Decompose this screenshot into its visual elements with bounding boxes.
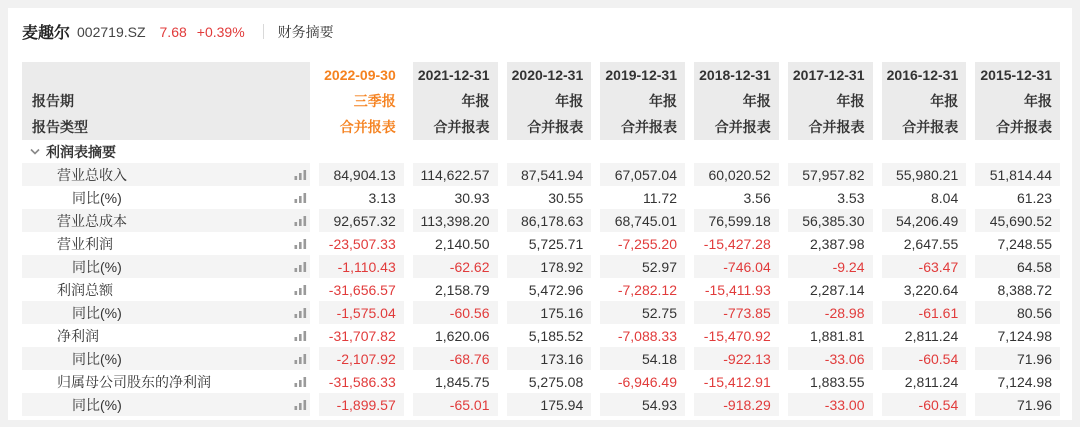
table-row — [22, 255, 1060, 278]
column-report-period-2020-12-31: 年报 — [498, 88, 592, 114]
value-cell: -65.01 — [404, 393, 498, 416]
value-cell: -15,412.91 — [685, 370, 779, 393]
value-cell: -6,946.49 — [591, 370, 685, 393]
value-cell: -15,411.93 — [685, 278, 779, 301]
value-cell: -60.56 — [404, 301, 498, 324]
table-row — [22, 232, 1060, 255]
row-label: 同比(%) — [72, 396, 122, 413]
value-cell: -1,899.57 — [310, 393, 404, 416]
value-cell: -746.04 — [685, 255, 779, 278]
page-panel — [8, 8, 1072, 420]
value-cell: 52.97 — [591, 255, 685, 278]
header-row-report-type — [22, 114, 1060, 140]
value-cell: 5,725.71 — [498, 232, 592, 255]
value-cell: 54.18 — [591, 347, 685, 370]
row-label: 同比(%) — [72, 258, 122, 275]
value-cell: 3.56 — [685, 186, 779, 209]
table-row — [22, 278, 1060, 301]
column-report-type-2022-09-30: 合并报表 — [310, 114, 404, 140]
bar-chart-icon[interactable] — [294, 238, 307, 249]
value-cell: -7,255.20 — [591, 232, 685, 255]
value-cell: 67,057.04 — [591, 163, 685, 186]
financial-summary-table — [22, 62, 1060, 416]
value-cell: 56,385.30 — [779, 209, 873, 232]
value-cell: -63.47 — [873, 255, 967, 278]
column-report-period-2022-09-30: 三季报 — [310, 88, 404, 114]
value-cell: 3,220.64 — [873, 278, 967, 301]
value-cell: 30.93 — [404, 186, 498, 209]
value-cell: -31,586.33 — [310, 370, 404, 393]
chevron-down-icon[interactable] — [30, 143, 40, 159]
value-cell: -1,110.43 — [310, 255, 404, 278]
table-row — [22, 163, 1060, 186]
column-report-type-2018-12-31: 合并报表 — [685, 114, 779, 140]
value-cell: -62.62 — [404, 255, 498, 278]
row-label: 净利润 — [57, 327, 99, 344]
column-report-type-2016-12-31: 合并报表 — [873, 114, 967, 140]
value-cell: -60.54 — [873, 347, 967, 370]
value-cell: 11.72 — [591, 186, 685, 209]
title-bar — [8, 8, 1072, 48]
column-report-type-2020-12-31: 合并报表 — [498, 114, 592, 140]
bar-chart-icon[interactable] — [294, 169, 307, 180]
table-header — [22, 62, 1060, 140]
column-report-period-2021-12-31: 年报 — [404, 88, 498, 114]
row-label: 营业总成本 — [57, 212, 127, 229]
table-row — [22, 347, 1060, 370]
value-cell: -7,282.12 — [591, 278, 685, 301]
value-cell: 71.96 — [966, 393, 1060, 416]
column-report-type-2015-12-31: 合并报表 — [966, 114, 1060, 140]
value-cell: 60,020.52 — [685, 163, 779, 186]
table-row — [22, 301, 1060, 324]
table-row — [22, 324, 1060, 347]
value-cell: 76,599.18 — [685, 209, 779, 232]
column-report-type-2017-12-31: 合并报表 — [779, 114, 873, 140]
value-cell: 113,398.20 — [404, 209, 498, 232]
value-cell: 68,745.01 — [591, 209, 685, 232]
value-cell: 51,814.44 — [966, 163, 1060, 186]
value-cell: -31,656.57 — [310, 278, 404, 301]
divider — [263, 24, 264, 39]
value-cell: 2,140.50 — [404, 232, 498, 255]
value-cell: -922.13 — [685, 347, 779, 370]
value-cell: 84,904.13 — [310, 163, 404, 186]
value-cell: -31,707.82 — [310, 324, 404, 347]
value-cell: 5,185.52 — [498, 324, 592, 347]
value-cell: 7,124.98 — [966, 370, 1060, 393]
value-cell: 2,811.24 — [873, 324, 967, 347]
row-label: 营业利润 — [57, 235, 113, 252]
column-date-2021-12-31: 2021-12-31 — [404, 62, 498, 88]
value-cell: 86,178.63 — [498, 209, 592, 232]
header-label-empty — [22, 62, 310, 88]
value-cell: 30.55 — [498, 186, 592, 209]
column-report-period-2017-12-31: 年报 — [779, 88, 873, 114]
value-cell: 2,287.14 — [779, 278, 873, 301]
column-date-2020-12-31: 2020-12-31 — [498, 62, 592, 88]
value-cell: 7,124.98 — [966, 324, 1060, 347]
row-label: 同比(%) — [72, 350, 122, 367]
value-cell: 3.13 — [310, 186, 404, 209]
column-report-period-2019-12-31: 年报 — [591, 88, 685, 114]
column-date-2022-09-30: 2022-09-30 — [310, 62, 404, 88]
value-cell: 173.16 — [498, 347, 592, 370]
value-cell: -15,470.92 — [685, 324, 779, 347]
value-cell: 45,690.52 — [966, 209, 1060, 232]
value-cell: -68.76 — [404, 347, 498, 370]
column-report-type-2021-12-31: 合并报表 — [404, 114, 498, 140]
row-label: 归属母公司股东的净利润 — [57, 373, 211, 390]
value-cell: 2,387.98 — [779, 232, 873, 255]
value-cell: -60.54 — [873, 393, 967, 416]
value-cell: 3.53 — [779, 186, 873, 209]
column-report-period-2018-12-31: 年报 — [685, 88, 779, 114]
table-row — [22, 370, 1060, 393]
stock-code: 002719.SZ — [77, 23, 146, 40]
row-label: 营业总收入 — [57, 166, 127, 183]
table-body — [22, 140, 1060, 416]
column-date-2017-12-31: 2017-12-31 — [779, 62, 873, 88]
value-cell: 1,620.06 — [404, 324, 498, 347]
row-label: 同比(%) — [72, 189, 122, 206]
value-cell: -7,088.33 — [591, 324, 685, 347]
table-row — [22, 393, 1060, 416]
value-cell: 1,845.75 — [404, 370, 498, 393]
tab-financial-summary[interactable]: 财务摘要 — [277, 23, 334, 40]
value-cell: 8.04 — [873, 186, 967, 209]
bar-chart-icon[interactable] — [294, 261, 307, 272]
value-cell: 2,158.79 — [404, 278, 498, 301]
value-cell: 178.92 — [498, 255, 592, 278]
bar-chart-icon[interactable] — [294, 330, 307, 341]
section-row[interactable] — [22, 140, 1060, 163]
column-date-2015-12-31: 2015-12-31 — [966, 62, 1060, 88]
stock-price: 7.68 — [159, 23, 187, 40]
column-date-2016-12-31: 2016-12-31 — [873, 62, 967, 88]
column-date-2018-12-31: 2018-12-31 — [685, 62, 779, 88]
row-label: 利润总额 — [57, 281, 113, 298]
value-cell: -28.98 — [779, 301, 873, 324]
value-cell: 64.58 — [966, 255, 1060, 278]
report-type-label: 报告类型 — [22, 114, 310, 140]
bar-chart-icon[interactable] — [294, 307, 307, 318]
value-cell: 7,248.55 — [966, 232, 1060, 255]
value-cell: 5,472.96 — [498, 278, 592, 301]
value-cell: 2,647.55 — [873, 232, 967, 255]
column-date-2019-12-31: 2019-12-31 — [591, 62, 685, 88]
value-cell: 61.23 — [966, 186, 1060, 209]
stock-change-percent: +0.39% — [196, 23, 245, 40]
column-report-type-2019-12-31: 合并报表 — [591, 114, 685, 140]
value-cell: -2,107.92 — [310, 347, 404, 370]
value-cell: 2,811.24 — [873, 370, 967, 393]
value-cell: 8,388.72 — [966, 278, 1060, 301]
row-label: 同比(%) — [72, 304, 122, 321]
value-cell: 55,980.21 — [873, 163, 967, 186]
value-cell: 114,622.57 — [404, 163, 498, 186]
value-cell: 1,883.55 — [779, 370, 873, 393]
value-cell: 54.93 — [591, 393, 685, 416]
value-cell: -9.24 — [779, 255, 873, 278]
value-cell: -33.06 — [779, 347, 873, 370]
value-cell: 5,275.08 — [498, 370, 592, 393]
bar-chart-icon[interactable] — [294, 215, 307, 226]
table-row — [22, 209, 1060, 232]
section-title: 利润表摘要 — [46, 143, 116, 160]
value-cell: 80.56 — [966, 301, 1060, 324]
value-cell: 1,881.81 — [779, 324, 873, 347]
table-row — [22, 186, 1060, 209]
header-row-dates — [22, 62, 1060, 88]
report-period-label: 报告期 — [22, 88, 310, 114]
bar-chart-icon[interactable] — [294, 284, 307, 295]
bar-chart-icon[interactable] — [294, 376, 307, 387]
bar-chart-icon[interactable] — [294, 353, 307, 364]
value-cell: 175.16 — [498, 301, 592, 324]
bar-chart-icon[interactable] — [294, 192, 307, 203]
column-report-period-2015-12-31: 年报 — [966, 88, 1060, 114]
value-cell: 92,657.32 — [310, 209, 404, 232]
value-cell: -773.85 — [685, 301, 779, 324]
header-row-report-period — [22, 88, 1060, 114]
value-cell: 54,206.49 — [873, 209, 967, 232]
value-cell: 71.96 — [966, 347, 1060, 370]
value-cell: 57,957.82 — [779, 163, 873, 186]
value-cell: -33.00 — [779, 393, 873, 416]
value-cell: -1,575.04 — [310, 301, 404, 324]
column-report-period-2016-12-31: 年报 — [873, 88, 967, 114]
value-cell: -918.29 — [685, 393, 779, 416]
value-cell: -23,507.33 — [310, 232, 404, 255]
bar-chart-icon[interactable] — [294, 399, 307, 410]
value-cell: -15,427.28 — [685, 232, 779, 255]
value-cell: 52.75 — [591, 301, 685, 324]
value-cell: -61.61 — [873, 301, 967, 324]
stock-name: 麦趣尔 — [22, 25, 71, 42]
value-cell: 87,541.94 — [498, 163, 592, 186]
value-cell: 175.94 — [498, 393, 592, 416]
